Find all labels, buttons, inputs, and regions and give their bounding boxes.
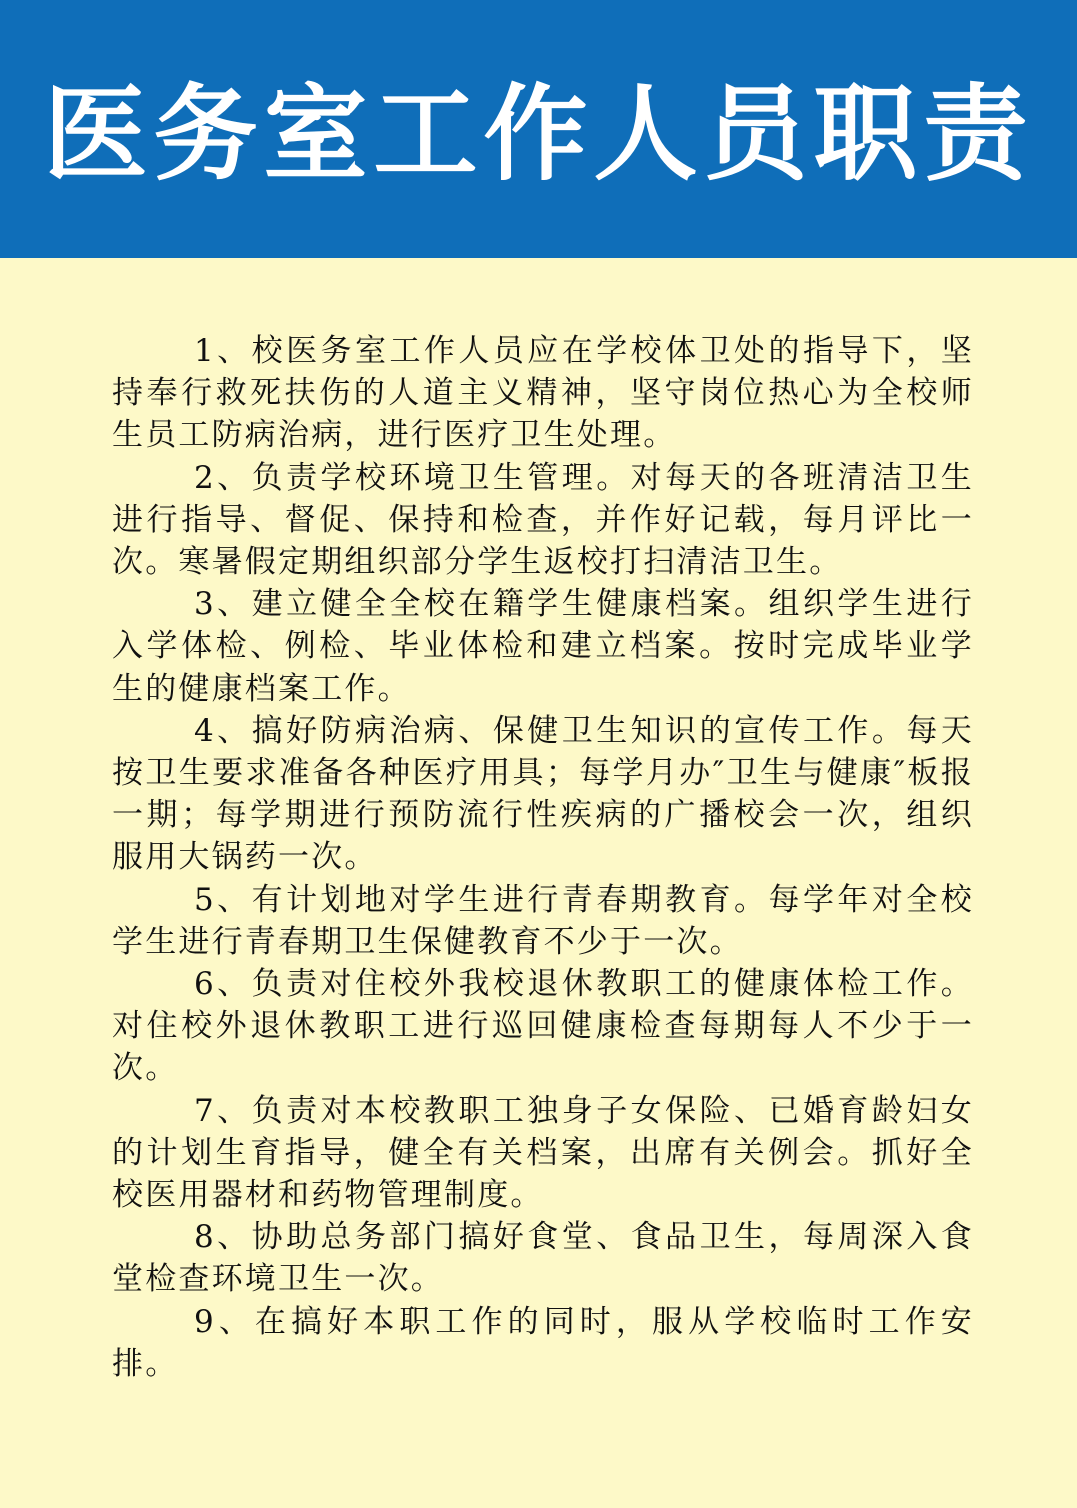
title-banner [0, 0, 1077, 258]
duties-list [112, 330, 974, 1385]
duty-item: 5、有计划地对学生进行青春期教育。每学年对全校学生进行青春期卫生保健教育不少于一次。 [112, 881, 974, 960]
duty-item: 9、在搞好本职工作的同时，服从学校临时工作安排。 [112, 1303, 974, 1382]
duty-item: 6、负责对住校外我校退休教职工的健康体检工作。对住校外退休教职工进行巡回健康检查每期每人不少于一次。 [112, 966, 974, 1087]
duty-item: 8、协助总务部门搞好食堂、食品卫生，每周深入食堂检查环境卫生一次。 [112, 1219, 974, 1298]
duty-item: 2、负责学校环境卫生管理。对每天的各班清洁卫生进行指导、督促、保持和检查，并作好记载，每月评比一次。寒暑假定期组织部分学生返校打扫清洁卫生。 [112, 459, 974, 581]
duty-item: 1、校医务室工作人员应在学校体卫处的指导下，坚持奉行救死扶伤的人道主义精神，坚守岗位热心为全校师生员工防病治病，进行医疗卫生处理。 [112, 333, 974, 454]
page-title: 医务室工作人员职责 [43, 73, 1034, 195]
duty-item: 4、搞好防病治病、保健卫生知识的宣传工作。每天按卫生要求准备各种医疗用具；每学月办″卫生与健康″板报一期；每学期进行预防流行性疾病的广播校会一次，组织服用大锅药一次。 [112, 712, 974, 876]
duty-item: 7、负责对本校教职工独身子女保险、已婚育龄妇女的计划生育指导，健全有关档案，出席有关例会。抓好全校医用器材和药物管理制度。 [112, 1092, 974, 1214]
duty-item: 3、建立健全全校在籍学生健康档案。组织学生进行入学体检、例检、毕业体检和建立档案。按时完成毕业学生的健康档案工作。 [112, 586, 974, 707]
